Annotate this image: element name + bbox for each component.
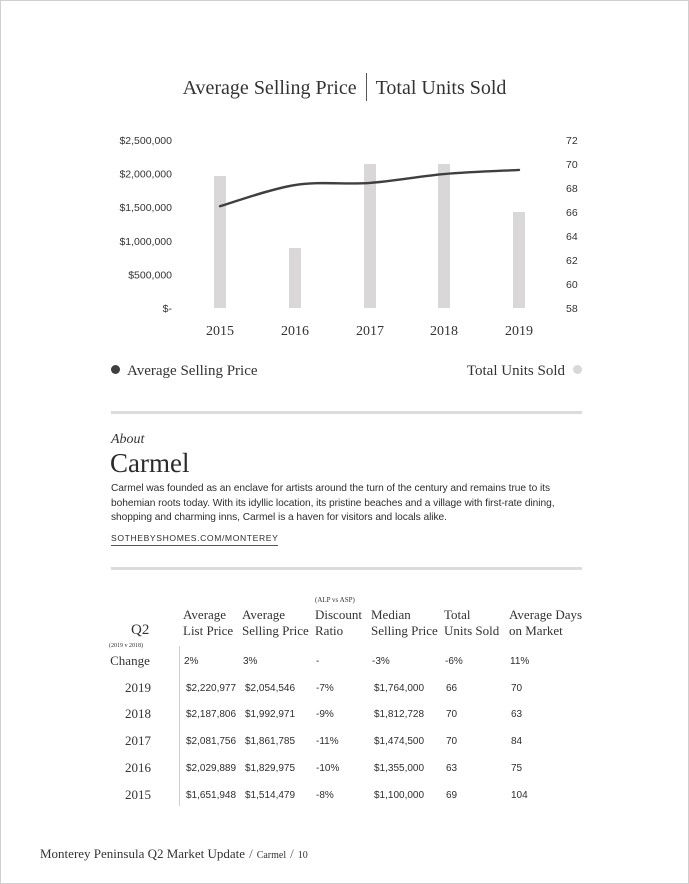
table-cell: -6% — [445, 656, 463, 667]
about-body: Carmel was founded as an enclave for artists around the turn of the century and remains true to its bohemian roots today. With its idyllic location, its pristine beaches and a village with first-rate dining, shopping and charming inns, Carmel is a haven for visitors and locals alike. — [111, 483, 555, 524]
table-cell: $1,992,971 — [245, 709, 296, 720]
page-footer — [40, 846, 308, 862]
table-row-label-divider — [179, 646, 180, 806]
table-cell: 66 — [446, 683, 458, 694]
table-cell: $1,474,500 — [374, 736, 425, 747]
table-cell: $1,861,785 — [245, 736, 296, 747]
x-tick-label: 2017 — [356, 324, 384, 339]
table-cell: -9% — [316, 709, 334, 720]
table-cell: $1,100,000 — [374, 790, 425, 801]
header-line: Units Sold — [444, 623, 500, 638]
chart-title-right: Total Units Sold — [375, 77, 507, 99]
legend-label-left: Average Selling Price — [127, 363, 258, 379]
price-units-chart — [0, 125, 689, 345]
website-link[interactable]: SOTHEBYSHOMES.COM/MONTEREY — [111, 533, 278, 546]
y-right-tick-label: 70 — [566, 159, 578, 171]
header-total-units-sold — [444, 607, 499, 639]
header-line: Total — [444, 607, 471, 622]
table-cell: -3% — [372, 656, 390, 667]
table-cell: 2% — [184, 656, 199, 667]
footer-section: Carmel — [256, 850, 287, 861]
y-right-tick-label: 68 — [566, 183, 578, 195]
header-line: Average — [183, 607, 227, 622]
units-bar — [438, 164, 450, 308]
table-cell: 75 — [511, 763, 523, 774]
divider-bottom — [111, 567, 582, 570]
header-line: Average Days — [509, 607, 583, 622]
table-cell: $2,187,806 — [186, 709, 237, 720]
header-line: Ratio — [315, 623, 344, 638]
table-cell: $2,081,756 — [186, 736, 237, 747]
divider-top — [111, 411, 582, 414]
y-left-tick-label: $1,500,000 — [119, 202, 172, 215]
x-tick-label: 2015 — [206, 324, 234, 339]
chart-title — [0, 73, 689, 101]
y-left-tick-label: $2,500,000 — [119, 135, 172, 147]
table-cell: $1,514,479 — [245, 790, 296, 801]
footer-title: Monterey Peninsula Q2 Market Update — [40, 846, 246, 861]
table-cell: $1,355,000 — [374, 763, 425, 774]
units-bar — [513, 212, 525, 308]
header-median-selling-price — [371, 607, 438, 639]
table-cell: $2,054,546 — [245, 683, 296, 694]
table-cell: 63 — [511, 709, 523, 720]
table-cell: 70 — [446, 709, 458, 720]
units-bar — [289, 248, 301, 308]
units-bar — [364, 164, 376, 308]
table-cell: 84 — [511, 736, 523, 747]
quarter-label: Q2 — [131, 622, 150, 638]
header-line: Selling Price — [371, 623, 438, 638]
header-discount-note: (ALP vs ASP) — [315, 596, 355, 604]
header-line: on Market — [509, 623, 563, 638]
units-bar — [214, 176, 226, 308]
table-cell: -10% — [316, 763, 340, 774]
table-cell: -8% — [316, 790, 334, 801]
header-line: Median — [371, 607, 411, 622]
x-tick-label: 2019 — [505, 324, 533, 339]
y-right-tick-label: 58 — [566, 303, 578, 315]
header-average-days-on-market — [509, 607, 582, 639]
y-right-tick-label: 66 — [566, 207, 578, 219]
table-cell: 70 — [511, 683, 523, 694]
y-left-tick-label: $- — [162, 303, 172, 315]
row-label-2016: 2016 — [125, 760, 151, 775]
y-left-tick-label: $1,000,000 — [119, 235, 172, 248]
row-label-2017: 2017 — [125, 733, 151, 748]
row-label-2015: 2015 — [125, 787, 151, 802]
table-cell: $1,829,975 — [245, 763, 296, 774]
table-cell: 70 — [446, 736, 458, 747]
legend-average-selling-price — [111, 363, 258, 380]
table-cell: 11% — [510, 656, 530, 667]
y-right-tick-label: 64 — [566, 231, 578, 243]
table-cell: 104 — [511, 790, 528, 801]
about-label: About — [111, 432, 145, 447]
table-cell: - — [316, 656, 320, 667]
table-cell: $1,812,728 — [374, 709, 425, 720]
table-cell: -11% — [316, 736, 339, 747]
chart-title-left: Average Selling Price — [182, 77, 357, 99]
header-line: Average — [242, 607, 286, 622]
header-line: Discount — [315, 607, 362, 622]
header-average-selling-price — [242, 607, 309, 639]
y-left-tick-label: $2,000,000 — [119, 168, 172, 181]
table-cell: 69 — [446, 790, 458, 801]
legend-total-units-sold — [467, 363, 582, 380]
x-tick-label: 2018 — [430, 324, 458, 339]
row-label-2018: 2018 — [125, 706, 151, 721]
x-tick-label: 2016 — [281, 324, 309, 339]
about-title: Carmel — [110, 448, 190, 478]
y-right-tick-label: 60 — [566, 279, 578, 291]
header-line: List Price — [183, 623, 234, 638]
table-cell: $1,764,000 — [374, 683, 425, 694]
legend-label-right: Total Units Sold — [466, 363, 565, 379]
table-cell: $1,651,948 — [186, 790, 237, 801]
row-label-change: Change — [110, 653, 150, 668]
quarter-note: (2019 v 2018) — [109, 643, 143, 649]
header-discount-ratio — [315, 607, 362, 639]
footer-separator: / — [290, 846, 294, 861]
table-cell: -7% — [316, 683, 334, 694]
footer-page-number: 10 — [297, 850, 308, 861]
footer-separator: / — [249, 846, 253, 861]
y-right-tick-label: 72 — [566, 135, 578, 147]
header-average-list-price — [183, 607, 233, 639]
table-cell: 3% — [243, 656, 258, 667]
table-cell: $2,029,889 — [186, 763, 237, 774]
y-right-tick-label: 62 — [566, 255, 578, 267]
table-cell: $2,220,977 — [186, 683, 237, 694]
header-line: Selling Price — [242, 623, 309, 638]
y-left-tick-label: $500,000 — [128, 269, 172, 282]
legend-dot-light-icon — [573, 365, 582, 374]
row-label-2019: 2019 — [125, 680, 151, 695]
table-cell: 63 — [446, 763, 458, 774]
legend-dot-dark-icon — [111, 365, 120, 374]
